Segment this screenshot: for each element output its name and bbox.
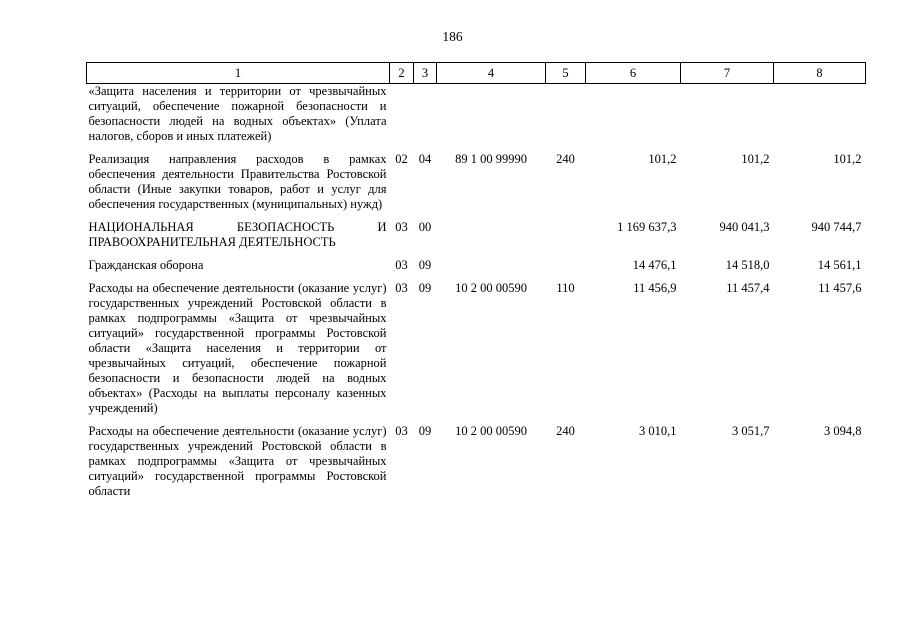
table-row — [87, 220, 866, 258]
row-target-article — [437, 220, 546, 258]
row-subsection: 09 — [418, 281, 432, 295]
row-amount-year2: 11 457,4 — [726, 281, 770, 295]
row-amount-year1 — [586, 84, 681, 153]
row-section — [390, 84, 414, 153]
row-subsection: 04 — [418, 152, 432, 166]
row-description: Гражданская оборона — [88, 258, 204, 272]
row-target-article — [437, 258, 546, 281]
row-amount-year2 — [681, 84, 774, 153]
row-amount-year2: 940 041,3 — [719, 220, 770, 234]
row-description: Расходы на обеспечение деятельности (оказание услуг) государственных учреждений Ростовской области в рамках подпрограммы «Защита от чрезвычайных ситуаций» государственной программы Ростовской области — [88, 424, 387, 498]
table-row — [87, 84, 866, 153]
row-expense-type: 240 — [556, 152, 575, 166]
header-cell: 1 — [87, 63, 390, 84]
row-target-article: 10 2 00 00590 — [455, 281, 527, 295]
row-section: 02 — [395, 152, 408, 166]
row-expense-type — [546, 258, 586, 281]
row-amount-year1: 3 010,1 — [639, 424, 677, 438]
table-row — [87, 424, 866, 507]
row-description: Реализация направления расходов в рамках обеспечения деятельности Правительства Ростовской области (Иные закупки товаров, работ и услуг для обеспечения государственных (муниципальных) нужд) — [88, 152, 387, 211]
row-amount-year1: 11 456,9 — [633, 281, 677, 295]
row-amount-year3: 14 561,1 — [817, 258, 862, 272]
header-row — [87, 63, 866, 84]
header-cell: 8 — [774, 63, 866, 84]
header-cell: 3 — [414, 63, 437, 84]
row-expense-type: 110 — [556, 281, 575, 295]
header-cell: 7 — [681, 63, 774, 84]
row-amount-year3: 101,2 — [833, 152, 862, 166]
row-amount-year1: 1 169 637,3 — [617, 220, 677, 234]
row-amount-year2: 14 518,0 — [725, 258, 770, 272]
table-row — [87, 281, 866, 424]
row-description: Расходы на обеспечение деятельности (оказание услуг) государственных учреждений Ростовской области в рамках подпрограммы «Защита от чрезвычайных ситуаций» государственной программы Ростовской области «Защита населения и территории от чрезвычайных ситуаций, обеспечение пожарной безопасности и безопасности людей на водных объектах» (Расходы на выплаты персоналу казенных учреждений) — [88, 281, 387, 415]
row-amount-year2: 101,2 — [741, 152, 770, 166]
row-amount-year3 — [774, 84, 866, 153]
budget-table — [86, 62, 866, 507]
row-target-article: 10 2 00 00590 — [455, 424, 527, 438]
row-expense-type — [546, 220, 586, 258]
row-expense-type: 240 — [556, 424, 575, 438]
row-section: 03 — [395, 424, 408, 438]
row-section: 03 — [395, 220, 408, 234]
row-amount-year2: 3 051,7 — [732, 424, 770, 438]
row-subsection: 09 — [418, 424, 432, 438]
page-number: 186 — [442, 29, 463, 44]
row-section: 03 — [395, 258, 408, 272]
table-row — [87, 152, 866, 220]
row-description: «Защита населения и территории от чрезвычайных ситуаций, обеспечение пожарной безопасности и безопасности людей на водных объектах» (Уплата налогов, сборов и иных платежей) — [88, 84, 387, 143]
row-target-article: 89 1 00 99990 — [455, 152, 527, 166]
row-amount-year1: 101,2 — [648, 152, 677, 166]
header-cell: 5 — [546, 63, 586, 84]
table-row — [87, 258, 866, 281]
row-amount-year3: 940 744,7 — [811, 220, 862, 234]
row-amount-year3: 11 457,6 — [818, 281, 862, 295]
row-description: НАЦИОНАЛЬНАЯ БЕЗОПАСНОСТЬ И ПРАВООХРАНИТЕЛЬНАЯ ДЕЯТЕЛЬНОСТЬ — [88, 220, 387, 249]
row-section: 03 — [395, 281, 408, 295]
row-subsection: 00 — [418, 220, 432, 234]
row-amount-year1: 14 476,1 — [632, 258, 677, 272]
header-cell: 2 — [390, 63, 414, 84]
header-cell: 6 — [586, 63, 681, 84]
header-cell: 4 — [437, 63, 546, 84]
row-target-article — [437, 84, 546, 153]
row-subsection — [414, 84, 437, 153]
row-subsection: 09 — [418, 258, 432, 272]
row-expense-type — [546, 84, 586, 153]
row-amount-year3: 3 094,8 — [824, 424, 862, 438]
